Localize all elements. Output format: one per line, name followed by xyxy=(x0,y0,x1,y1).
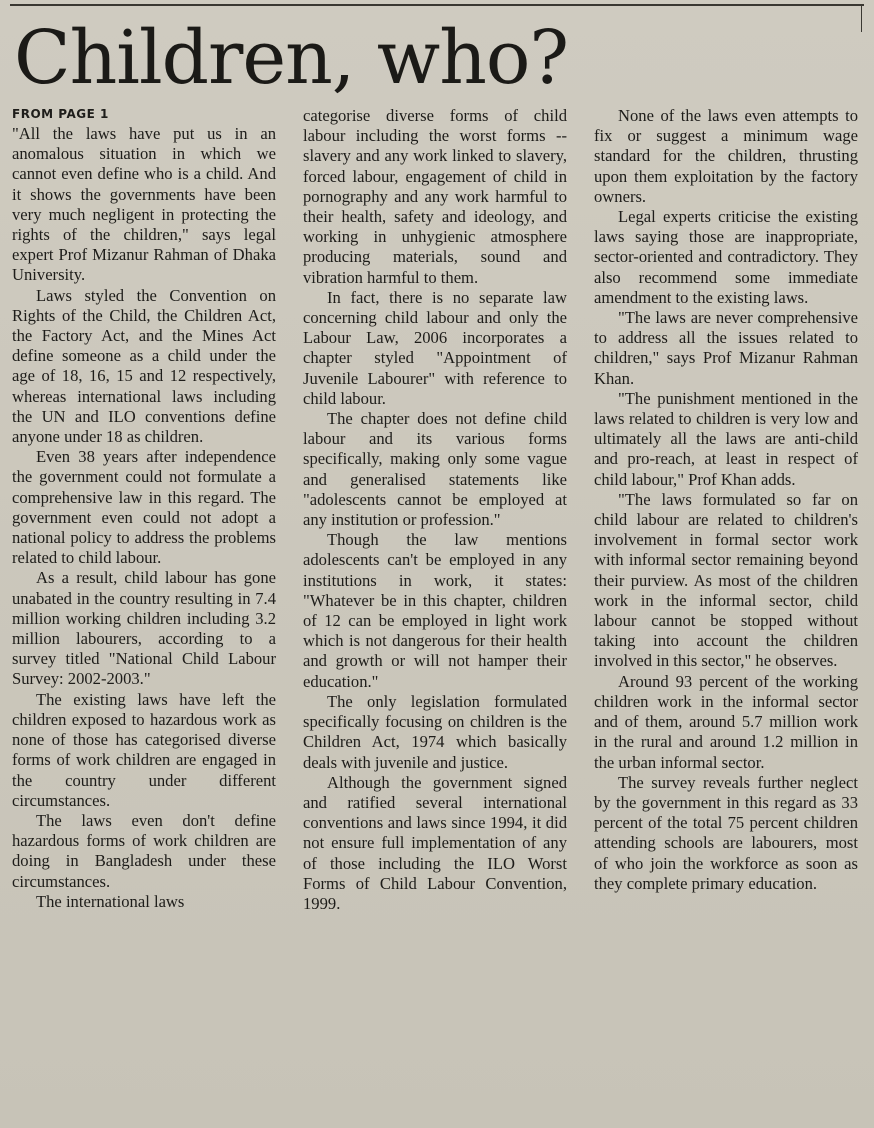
paragraph: "The laws formulated so far on child labour are related to children's involvement in formal sector work with informal sector remaining beyond their purview. As most of the children work in the informal sector, child labour cannot be stopped without taking into account the children involved in this sector," he observes. xyxy=(594,489,858,671)
paragraph: Laws styled the Convention on Rights of the Child, the Children Act, the Factory Act, and the Mines Act define someone as a child under the age of 18, 16, 15 and 12 respectively, whereas international laws including the UN and ILO conventions define anyone under 18 as children. xyxy=(12,285,276,447)
paragraph: None of the laws even attempts to fix or suggest a minimum wage standard for the children, thrusting upon them exploitation by the factory owners. xyxy=(594,106,858,206)
paragraph: Although the government signed and ratified several international conventions and laws since 1994, it did not ensure full implementation of any of those including the ILO Worst Forms of Child Labour Convention, 1999. xyxy=(303,772,567,913)
paragraph: The laws even don't define hazardous forms of work children are doing in Bangladesh under these circumstances. xyxy=(12,810,276,891)
column-1 xyxy=(12,106,276,912)
corner-rule xyxy=(861,4,862,32)
paragraph: In fact, there is no separate law concerning child labour and only the Labour Law, 2006 incorporates a chapter styled "Appointment of Juvenile Labourer" with reference to child labour. xyxy=(303,287,567,408)
paragraph: Legal experts criticise the existing laws saying those are inappropriate, sector-oriented and contradictory. They also recommend some immediate amendment to the existing laws. xyxy=(594,207,858,307)
paragraph: As a result, child labour has gone unabated in the country resulting in 7.4 million working children including 3.2 million labourers, according to a survey titled "National Child Labour Survey: 2002-2003." xyxy=(12,568,276,689)
paragraph: Around 93 percent of the working children work in the informal sector and of them, around 5.7 million work in the rural and around 1.2 million in the urban informal sector. xyxy=(594,671,858,772)
paragraph: The chapter does not define child labour and its various forms specifically, making only some vague and generalised statements like "adolescents cannot be employed at any institution or profession." xyxy=(303,409,567,530)
kicker-from-page: FROM PAGE 1 xyxy=(12,107,109,121)
paragraph: The only legislation formulated specifically focusing on children is the Children Act, 1974 which basically deals with juvenile and justice. xyxy=(303,691,567,772)
top-rule xyxy=(10,4,864,6)
paragraph: "The laws are never comprehensive to address all the issues related to children," says Prof Mizanur Rahman Khan. xyxy=(594,308,858,388)
paragraph: categorise diverse forms of child labour including the worst forms -- slavery and any work linked to slavery, forced labour, engagement of child in pornography and any work harmful to their health, safety and ideology, and working in unhygienic atmosphere producing materials, sound and vibration harmful to them. xyxy=(303,106,567,287)
paragraph: The existing laws have left the children exposed to hazardous work as none of those has categorised diverse forms of work children are engaged in the country under different circumstances. xyxy=(12,689,276,810)
paragraph: "All the laws have put us in an anomalous situation in which we cannot even define who is a child. And it shows the governments have been very much negligent in protecting the rights of the children," says legal expert Prof Mizanur Rahman of Dhaka University. xyxy=(12,124,276,285)
column-2 xyxy=(303,106,567,914)
headline: Children, who? xyxy=(14,15,569,101)
paragraph: "The punishment mentioned in the laws related to children is very low and ultimately all the laws are anti-child and pro-reach, at least in respect of child labour," Prof Khan adds. xyxy=(594,388,858,489)
column-3 xyxy=(594,106,858,894)
paragraph: The international laws xyxy=(36,891,185,911)
paragraph: Even 38 years after independence the government could not formulate a comprehensive law in this regard. The government even could not adopt a national policy to address the problems related to child labour. xyxy=(12,447,276,568)
paragraph: The survey reveals further neglect by the government in this regard as 33 percent of the total 75 percent children attending schools are labourers, most of who join the workforce as soon as they complete primary education. xyxy=(594,772,858,893)
paragraph: Though the law mentions adolescents can't be employed in any institutions in work, it states: "Whatever be in this chapter, children of 12 can be employed in light work which is not dangerous for their health and growth or will not hamper their education." xyxy=(303,530,567,691)
